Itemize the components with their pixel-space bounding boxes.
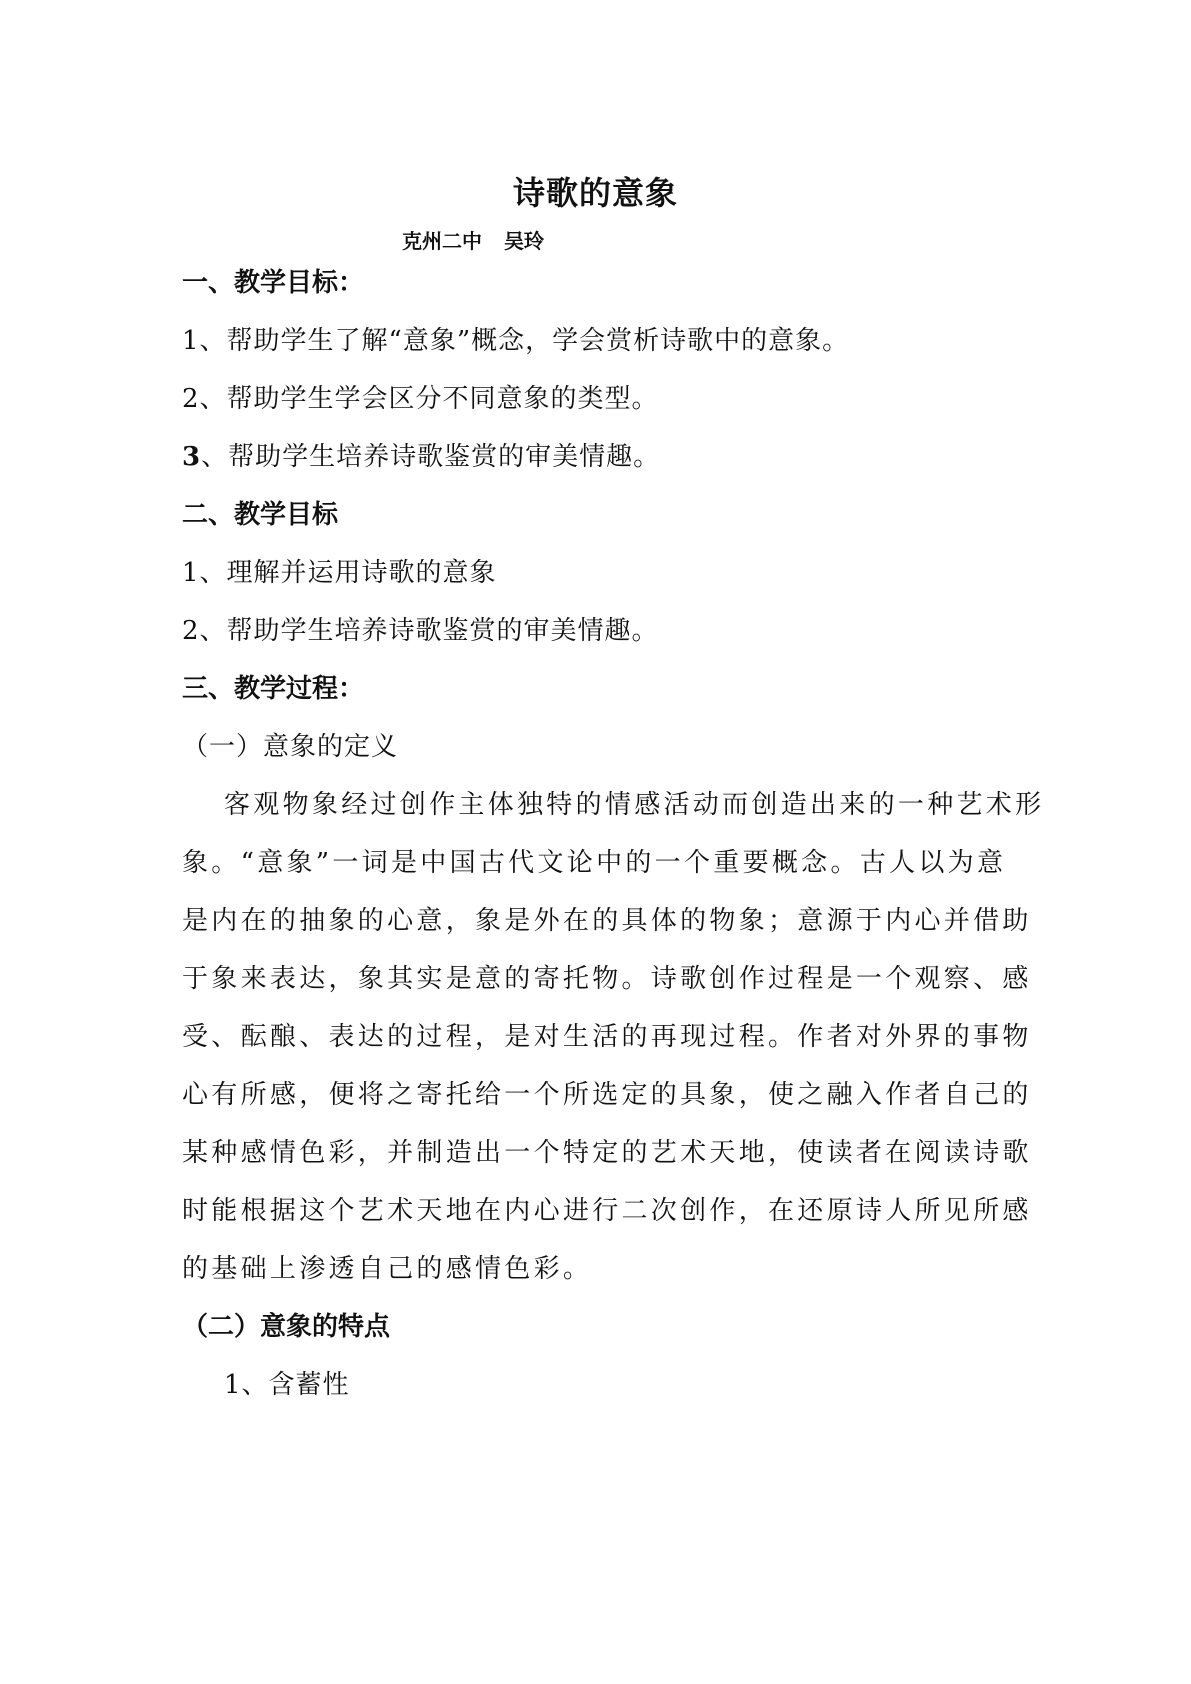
paragraph-line: 客观物象经过创作主体独特的情感活动而创造出来的一种艺术形 xyxy=(224,790,1045,820)
item-text: 、帮助学生了解“意象”概念，学会赏析诗歌中的意象。 xyxy=(199,326,850,356)
section-heading-objectives-2: 二、教学目标 xyxy=(182,500,339,530)
feature-item-1: 1、含蓄性 xyxy=(224,1370,350,1400)
objective-item-2 xyxy=(182,378,659,415)
item-text: 、帮助学生培养诗歌鉴赏的审美情趣。 xyxy=(199,616,659,646)
author-line xyxy=(402,225,544,254)
objective2-item-1 xyxy=(182,552,497,589)
objective-item-1 xyxy=(182,320,849,357)
document-title: 诗歌的意象 xyxy=(512,174,678,212)
section-heading-process: 三、教学过程： xyxy=(182,674,365,704)
objective2-item-2 xyxy=(182,610,659,647)
item-number: 2 xyxy=(182,384,200,414)
paragraph-line: 心有所感，便将之寄托给一个所选定的具象，使之融入作者自己的 xyxy=(182,1080,1032,1110)
subsection-heading-features: （二）意象的特点 xyxy=(182,1312,391,1342)
author-name: 吴玲 xyxy=(504,229,544,253)
paragraph-line: 的基础上渗透自己的感情色彩。 xyxy=(182,1254,593,1284)
item-number: 3 xyxy=(182,442,202,472)
item-text: 、理解并运用诗歌的意象 xyxy=(199,558,497,588)
paragraph-line: 时能根据这个艺术天地在内心进行二次创作，在还原诗人所见所感 xyxy=(182,1196,1032,1226)
paragraph-line: 受、酝酿、表达的过程，是对生活的再现过程。作者对外界的事物 xyxy=(182,1022,1032,1052)
paragraph-line: 象。“意象”一词是中国古代文论中的一个重要概念。古人以为意 xyxy=(182,848,1007,878)
paragraph-line: 于象来表达，象其实是意的寄托物。诗歌创作过程是一个观察、感 xyxy=(182,964,1032,994)
item-number: 1 xyxy=(182,558,200,588)
objective-item-3 xyxy=(182,436,660,473)
subsection-heading-definition: （一）意象的定义 xyxy=(182,732,399,762)
item-number: 2 xyxy=(182,616,200,646)
item-number: 1 xyxy=(182,326,200,356)
section-heading-objectives: 一、教学目标： xyxy=(182,268,365,298)
item-text: 、帮助学生学会区分不同意象的类型。 xyxy=(199,384,659,414)
item-text: 、帮助学生培养诗歌鉴赏的审美情趣。 xyxy=(201,442,661,472)
author-school: 克州二中 xyxy=(402,229,482,253)
paragraph-line: 是内在的抽象的心意，象是外在的具体的物象；意源于内心并借助 xyxy=(182,906,1032,936)
paragraph-line: 某种感情色彩，并制造出一个特定的艺术天地，使读者在阅读诗歌 xyxy=(182,1138,1032,1168)
